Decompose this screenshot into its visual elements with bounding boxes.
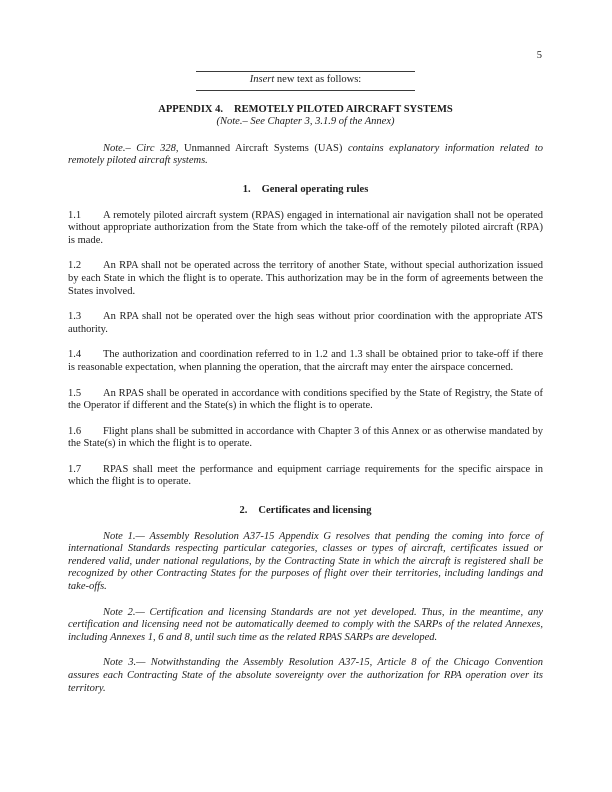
- note-2: Note 2.— Certification and licensing Standards are not yet developed. Thus, in the meantime, any certification and licensing need not be automatically deemed to comply with the SARPs of the related Annexes, including Annexes 1, 6 and 8, until such time as the related RPAS SARPs are developed.: [68, 606, 543, 643]
- insert-instruction-italic-word: Insert: [249, 74, 275, 85]
- paragraph-1-5: [68, 388, 543, 413]
- intro-note-part-1: Note.– Circ 328,: [103, 142, 185, 154]
- paragraph-1-7-text: RPAS shall meet the performance and equipment carriage requirements for the specific airspace in which the flight is to operate.: [68, 463, 543, 488]
- intro-note: [68, 143, 543, 168]
- paragraph-1-5-number: 1.5: [68, 387, 82, 399]
- note-3: Note 3.— Notwithstanding the Assembly Resolution A37-15, Article 8 of the Chicago Convention assures each Contracting State of the absolute sovereignty over the authorization for RPA operation over its territory.: [68, 657, 543, 694]
- section-1-title: General operating rules: [261, 183, 369, 195]
- page-number: 5: [536, 50, 542, 61]
- paragraph-1-6-number: 1.6: [68, 425, 82, 437]
- appendix-title: REMOTELY PILOTED AIRCRAFT SYSTEMS: [234, 103, 453, 115]
- insert-instruction-banner: [196, 71, 415, 91]
- paragraph-1-6: [68, 426, 543, 451]
- paragraph-1-7: [68, 464, 543, 489]
- paragraph-1-7-number: 1.7: [68, 463, 82, 475]
- paragraph-1-3: [68, 311, 543, 336]
- page-content: [68, 0, 543, 695]
- section-2-title: Certificates and licensing: [258, 505, 372, 517]
- section-2-heading: [68, 505, 543, 518]
- paragraph-1-1: [68, 210, 543, 248]
- section-1-heading: [68, 184, 543, 197]
- section-1-number: 1.: [242, 183, 251, 195]
- paragraph-1-2-number: 1.2: [68, 260, 82, 272]
- appendix-heading: [68, 104, 543, 117]
- paragraph-1-5-text: An RPAS shall be operated in accordance with conditions specified by the State of Registry, the State of the Operator if different and the State(s) in which the flight is to operate.: [68, 387, 543, 412]
- paragraph-1-2: [68, 260, 543, 298]
- paragraph-1-4: [68, 349, 543, 374]
- section-2-number: 2.: [239, 505, 248, 517]
- paragraph-1-3-text: An RPA shall not be operated over the high seas without prior coordination with the appropriate ATS authority.: [68, 311, 543, 335]
- paragraph-1-4-text: The authorization and coordination referred to in 1.2 and 1.3 shall be obtained prior to take-off if there is reasonable expectation, when planning the operation, that the aircraft may enter the airspace concerned.: [68, 349, 543, 373]
- intro-note-document-title: Unmanned Aircraft Systems (UAS): [184, 142, 348, 154]
- paragraph-1-3-number: 1.3: [68, 311, 82, 323]
- insert-instruction-text: new text as follows:: [274, 74, 362, 85]
- intro-note-part-3: contains explanatory information related to remotely piloted aircraft systems.: [68, 142, 543, 167]
- paragraph-1-2-text: An RPA shall not be operated across the territory of another State, without special authorization issued by each State in which the flight is to operate. This authorization may be in the form of agreements between the States involved.: [68, 260, 543, 297]
- paragraph-1-1-text: A remotely piloted aircraft system (RPAS) engaged in international air navigation shall not be operated without appropriate authorization from the State from which the take-off of the remotely piloted aircraft (RPA) is made.: [68, 209, 543, 246]
- appendix-subnote: (Note.– See Chapter 3, 3.1.9 of the Annex): [216, 116, 395, 128]
- paragraph-1-4-number: 1.4: [68, 349, 82, 361]
- appendix-label: APPENDIX 4.: [158, 103, 224, 115]
- paragraph-1-1-number: 1.1: [68, 209, 82, 221]
- paragraph-1-6-text: Flight plans shall be submitted in accordance with Chapter 3 of this Annex or as otherwise mandated by the State(s) in which the flight is to operate.: [68, 425, 543, 450]
- note-1: Note 1.— Assembly Resolution A37-15 Appendix G resolves that pending the coming into force of international Standards respecting particular categories, classes or types of aircraft, certificates issued or rendered valid, under national regulations, by the Contracting State in which the aircraft is registered shall be recognized by other Contracting States for the purposes of flight over their territories, including landings and take-offs.: [68, 530, 543, 593]
